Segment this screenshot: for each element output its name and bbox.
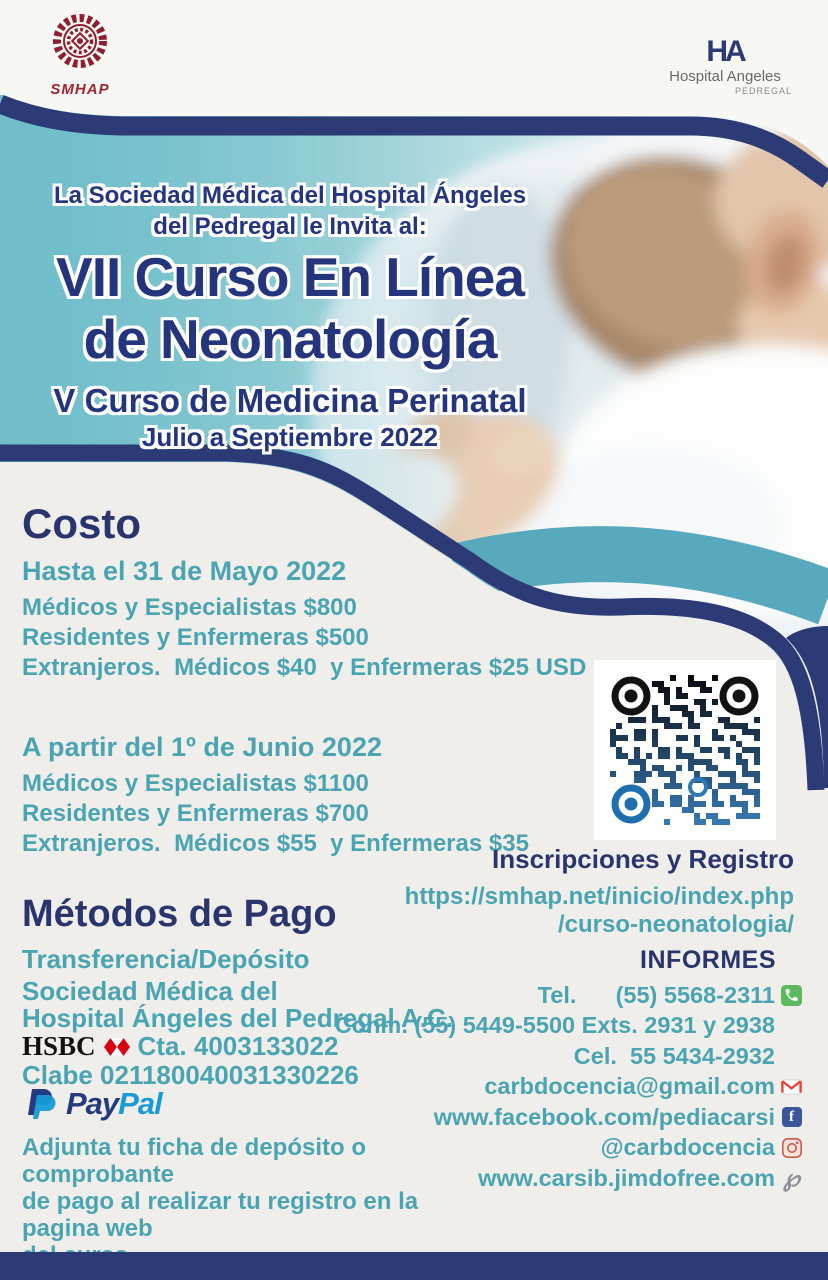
hero-text bbox=[10, 180, 570, 453]
payment-line: Transferencia/Depósito bbox=[22, 944, 310, 974]
pricing-early-block bbox=[22, 556, 586, 683]
paypal-logo bbox=[26, 1086, 162, 1122]
registration-url-line-2: /curso-neonatologia/ bbox=[557, 911, 794, 938]
pricing-heading: Costo bbox=[22, 500, 141, 547]
contact-row-conm bbox=[335, 1011, 803, 1042]
contact-row-cel bbox=[335, 1041, 803, 1072]
course-title-line-1: VII Curso En Línea bbox=[56, 246, 524, 308]
paypal-pay-text: Pay bbox=[66, 1086, 119, 1121]
contact-row-instagram bbox=[335, 1133, 803, 1164]
gmail-icon bbox=[780, 1075, 803, 1098]
price-line: Médicos y Especialistas $800 bbox=[22, 594, 357, 621]
invite-line-2: del Pedregal le Invita al: bbox=[153, 213, 427, 240]
hsbc-wordmark: HSBC bbox=[22, 1031, 96, 1062]
cel-number: Cel. 55 5434-2932 bbox=[573, 1042, 775, 1069]
course-title-line-2: de Neonatología bbox=[83, 308, 497, 370]
contact-row-facebook bbox=[335, 1102, 803, 1133]
qr-code bbox=[610, 675, 760, 825]
hospital-angeles-logo bbox=[650, 35, 800, 96]
smhap-emblem-icon bbox=[47, 14, 113, 78]
conmutador-number: Conm. (55) 5449-5500 Exts. 2931 y 2938 bbox=[334, 1012, 775, 1039]
registration-heading: Inscripciones y Registro bbox=[492, 844, 794, 874]
payment-line: Hospital Ángeles del Pedregal A.C. bbox=[22, 1003, 454, 1033]
footer-band bbox=[0, 1252, 828, 1280]
note-line: Adjunta tu ficha de depósito o comprobante bbox=[22, 1134, 366, 1188]
tel-number: Tel. (55) 5568-2311 bbox=[537, 981, 775, 1008]
registration-block bbox=[405, 844, 794, 939]
smhap-logo bbox=[42, 14, 118, 98]
hospital-name: Hospital Angeles bbox=[669, 68, 781, 85]
contact-row-email bbox=[335, 1072, 803, 1103]
payment-heading: Métodos de Pago bbox=[22, 893, 337, 935]
registration-url-line-1: https://smhap.net/inicio/index.php bbox=[404, 883, 794, 910]
bank-account-number: Cta. 4003133022 bbox=[137, 1031, 339, 1062]
invite-line-1: La Sociedad Médica del Hospital Ángeles bbox=[53, 182, 527, 209]
hsbc-logo-icon bbox=[104, 1038, 130, 1056]
price-line: Médicos y Especialistas $1100 bbox=[22, 770, 369, 797]
note-line: de pago al realizar tu registro en la pagina web bbox=[22, 1188, 419, 1242]
hospital-subname: PEDREGAL bbox=[734, 86, 792, 96]
late-label: A partir del 1º de Junio 2022 bbox=[22, 732, 382, 762]
clabe-number: Clabe 021180040031330226 bbox=[22, 1059, 359, 1090]
price-line: Extranjeros. Médicos $40 y Enfermeras $25 USD bbox=[22, 654, 587, 681]
instagram-handle: @carbdocencia bbox=[600, 1134, 775, 1161]
contact-heading: INFORMES bbox=[640, 946, 776, 974]
course-subtitle: V Curso de Medicina Perinatal bbox=[53, 382, 527, 419]
facebook-icon: f bbox=[780, 1106, 803, 1129]
phone-icon bbox=[780, 984, 803, 1007]
price-line: Residentes y Enfermeras $700 bbox=[22, 800, 369, 827]
instagram-icon bbox=[780, 1136, 803, 1159]
price-line: Residentes y Enfermeras $500 bbox=[22, 624, 369, 651]
contact-row-website bbox=[335, 1163, 803, 1194]
paypal-icon bbox=[26, 1087, 56, 1121]
email-address: carbdocencia@gmail.com bbox=[484, 1073, 775, 1100]
ha-monogram-icon: HA bbox=[706, 35, 744, 68]
price-line: Extranjeros. Médicos $55 y Enfermeras $35 bbox=[22, 830, 529, 857]
contact-list bbox=[335, 980, 803, 1194]
contact-row-tel bbox=[335, 980, 803, 1011]
smhap-logo-text: SMHAP bbox=[50, 81, 110, 98]
pricing-late-block bbox=[22, 732, 529, 859]
facebook-url: www.facebook.com/pediacarsi bbox=[433, 1103, 775, 1130]
payment-line: Sociedad Médica del bbox=[22, 975, 278, 1006]
qr-card bbox=[594, 660, 776, 840]
course-dates: Julio a Septiembre 2022 bbox=[141, 422, 439, 452]
jimdo-icon: ℘ bbox=[783, 1165, 800, 1192]
early-label: Hasta el 31 de Mayo 2022 bbox=[22, 556, 347, 586]
paypal-pal-text: Pal bbox=[118, 1086, 162, 1121]
website-url: www.carsib.jimdofree.com bbox=[478, 1164, 775, 1191]
